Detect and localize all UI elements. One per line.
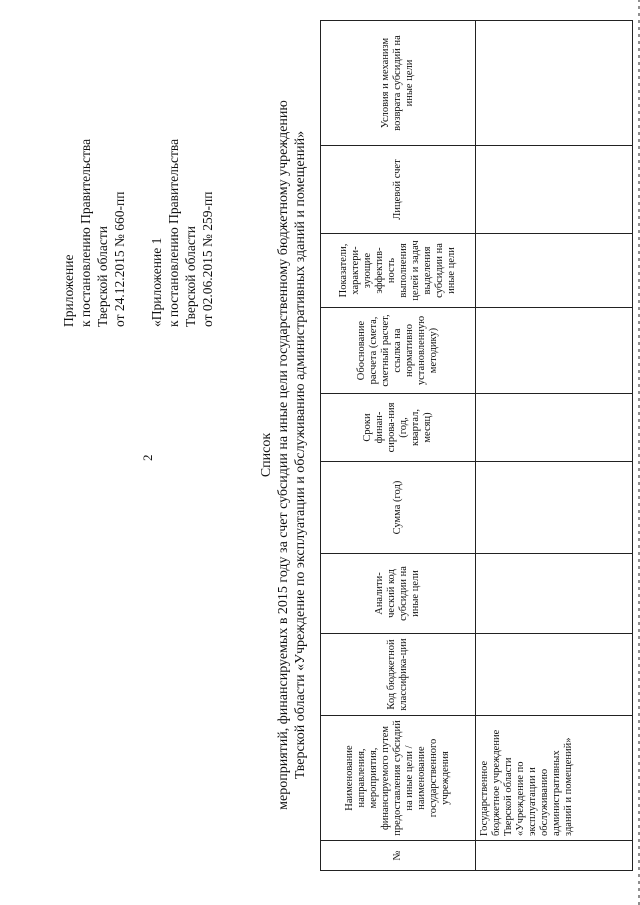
cell-account [476, 146, 633, 234]
table-row [476, 21, 633, 871]
col-header-amount: Сумма (год) [321, 462, 476, 554]
appendix-line: Тверской области [95, 226, 110, 327]
col-header-account: Лицевой счет [321, 146, 476, 234]
document-heading [258, 25, 309, 885]
cell-terms [476, 394, 633, 462]
heading-title: Список [259, 432, 274, 478]
col-header-conditions: Условия и механизм возврата субсидий на иные цели [321, 21, 476, 146]
activities-table [320, 20, 633, 871]
heading-line: мероприятий, финансируемых в 2015 году за счет субсидии на иные цели государственному бюджетному учреждению [276, 100, 291, 810]
appendix-line: к постановлению Правительства [78, 138, 93, 327]
appendix-line: от 02.06.2015 № 259-пп [200, 191, 215, 327]
cell-number [476, 841, 633, 871]
cell-conditions [476, 21, 633, 146]
cell-justification [476, 308, 633, 394]
previous-appendix-note [148, 139, 216, 327]
appendix-line: Тверской области [183, 226, 198, 327]
cell-name: Государственное бюджетное учреждение Тверской области «Учреждение по эксплуатации и обслуживанию административных зданий и помещений» [476, 716, 633, 841]
heading-line: Тверской области «Учреждение по эксплуатации и обслуживанию административных зданий и помещений» [293, 130, 308, 780]
cell-kbk [476, 634, 633, 716]
col-header-indicators: Показатели, характери-зующие эффектив-ность выполнения целей и задач выделения субсидии на иные цели [321, 234, 476, 308]
col-header-terms: Сроки финан-сирова-ния (год, квартал, месяц) [321, 394, 476, 462]
appendix-line: к постановлению Правительства [166, 138, 181, 327]
col-header-justification: Обоснование расчета (смета, сметный расчет, ссылка на нормативно установленную методику) [321, 308, 476, 394]
appendix-line: от 24.12.2015 № 660-пп [112, 191, 127, 327]
appendix-line: «Приложение 1 [149, 237, 164, 327]
col-header-number: № [321, 841, 476, 871]
page-number: 2 [140, 454, 155, 461]
col-header-analytic-code: Аналити-ческий код субсидии на иные цели [321, 554, 476, 634]
col-header-kbk: Код бюджетной классифика-ции [321, 634, 476, 716]
cell-amount [476, 462, 633, 554]
col-header-name: Наименование направления, мероприятия, финансируемого путем предоставления субсидий на иные цели / наименование государственного учреждения [321, 716, 476, 841]
cell-analytic-code [476, 554, 633, 634]
cell-indicators [476, 234, 633, 308]
table-header-row [321, 21, 476, 871]
appendix-note [60, 139, 128, 327]
appendix-line: Приложение [61, 254, 76, 327]
